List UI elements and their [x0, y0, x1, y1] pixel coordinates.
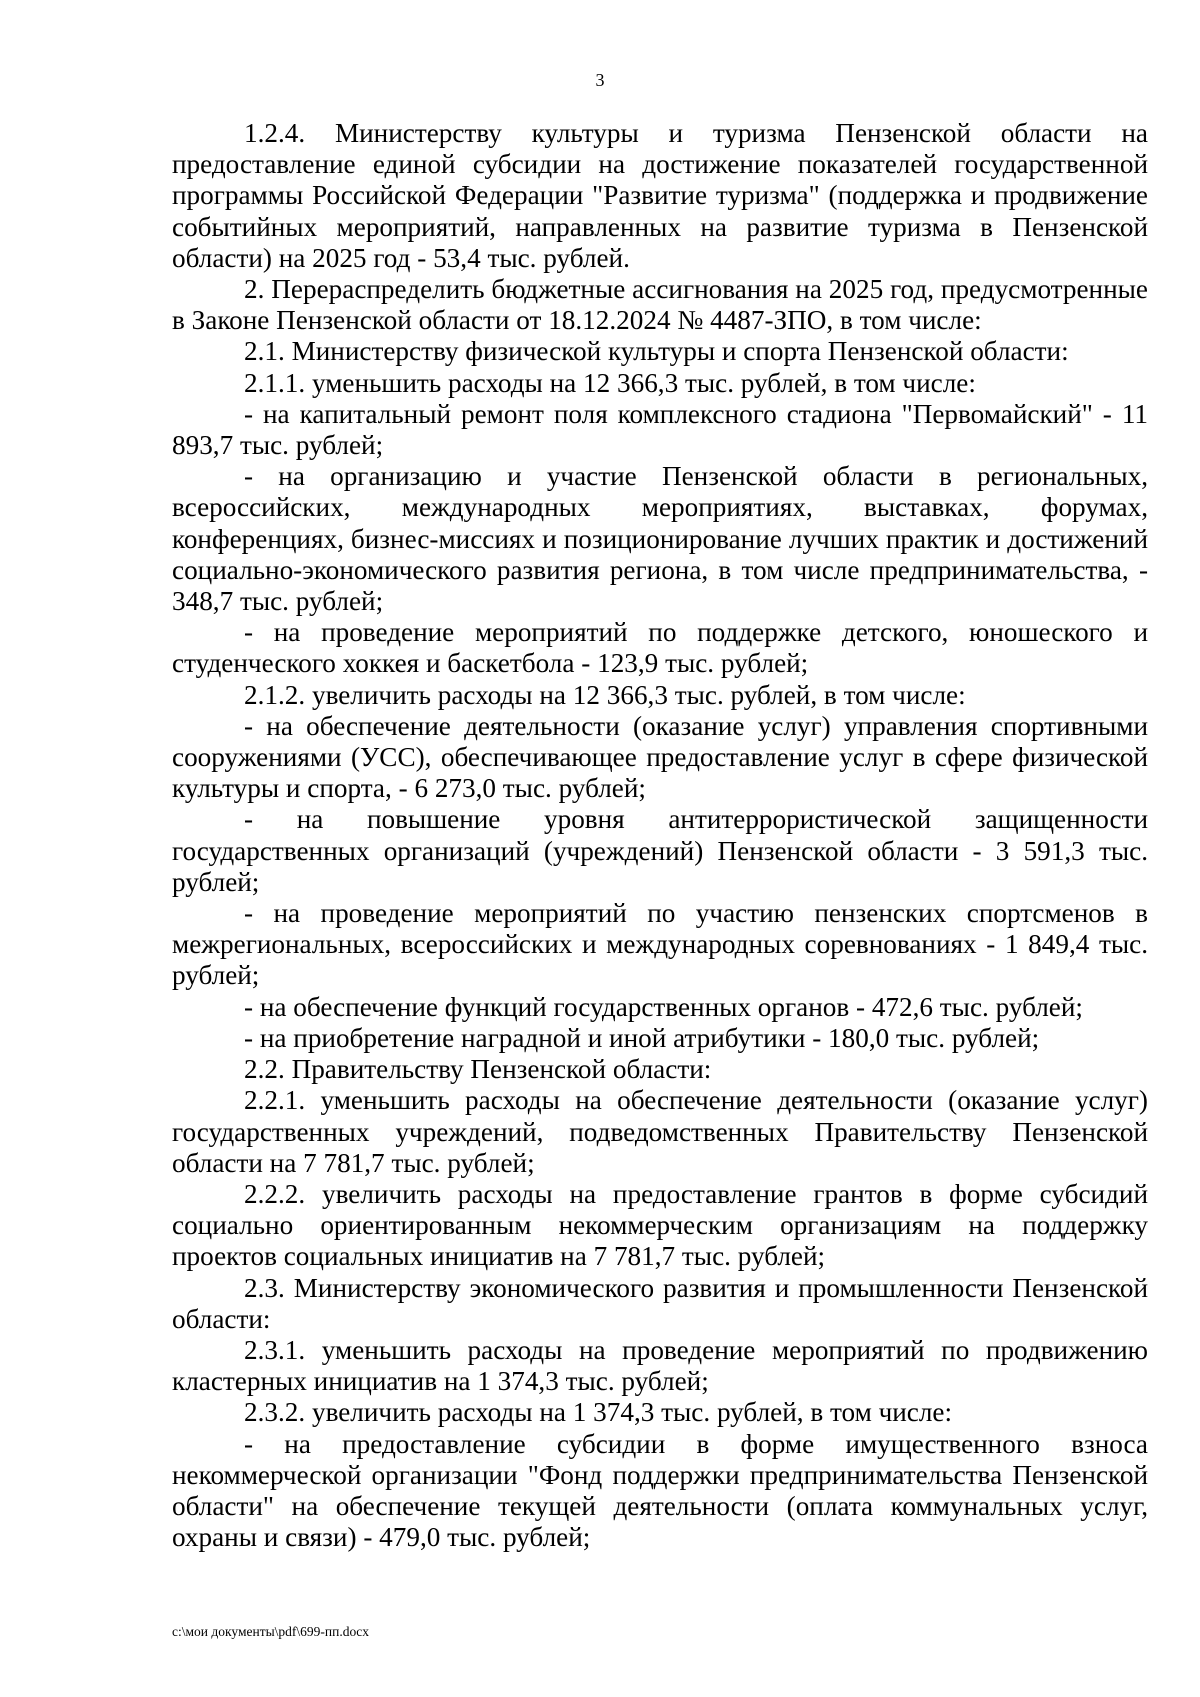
list-item: - на проведение мероприятий по участию пензенских спортсменов в межрегиональных, всероссийских и международных соревнованиях - 1 849,4 тыс. рублей; [172, 898, 1148, 991]
paragraph-2-1-2: 2.1.2. увеличить расходы на 12 366,3 тыс. рублей, в том числе: [244, 679, 966, 710]
paragraph-1-2-4: 1.2.4. Министерству культуры и туризма Пензенской области на предоставление единой субсидии на достижение показателей государственной программы Российской Федерации "Развитие туризма" (поддержка и продвижение событийных мероприятий, направленных на развитие туризма в Пензенской области) на 2025 год - 53,4 тыс. рублей. [172, 118, 1148, 273]
document-body [172, 118, 1148, 1553]
page-number: 3 [595, 70, 605, 90]
footer-file-path: c:\мои документы\pdf\699-пп.docx [172, 1624, 369, 1639]
list-item: - на приобретение наградной и иной атрибутики - 180,0 тыс. рублей; [244, 1022, 1040, 1053]
paragraph-2-3: 2.3. Министерству экономического развития и промышленности Пензенской области: [172, 1272, 1148, 1334]
paragraph-2-3-2: 2.3.2. увеличить расходы на 1 374,3 тыс. рублей, в том числе: [244, 1397, 953, 1428]
list-item: - на повышение уровня антитеррористической защищенности государственных организаций (учреждений) Пензенской области - 3 591,3 тыс. рублей; [172, 804, 1148, 897]
paragraph-2-1-1: 2.1.1. уменьшить расходы на 12 366,3 тыс. рублей, в том числе: [244, 367, 976, 398]
list-item: - на капитальный ремонт поля комплексного стадиона "Первомайский" - 11 893,7 тыс. рублей; [172, 398, 1148, 461]
paragraph-2-2-2: 2.2.2. увеличить расходы на предоставление грантов в форме субсидий социально ориентированным некоммерческим организациям на поддержку проектов социальных инициатив на 7 781,7 тыс. рублей; [172, 1178, 1148, 1272]
paragraph-2-1: 2.1. Министерству физической культуры и спорта Пензенской области: [244, 336, 1069, 367]
list-item: - на проведение мероприятий по поддержке детского, юношеского и студенческого хоккея и баскетбола - 123,9 тыс. рублей; [172, 617, 1148, 679]
paragraph-2-2-1: 2.2.1. уменьшить расходы на обеспечение деятельности (оказание услуг) государственных учреждений, подведомственных Правительству Пензенской области на 7 781,7 тыс. рублей; [172, 1085, 1148, 1178]
list-item: - на организацию и участие Пензенской области в региональных, всероссийских, международных мероприятиях, выставках, форумах, конференциях, бизнес-миссиях и позиционирование лучших практик и достижений социально-экономического развития региона, в том числе предпринимательства, - 348,7 тыс. рублей; [172, 461, 1148, 617]
paragraph-2: 2. Перераспределить бюджетные ассигнования на 2025 год, предусмотренные в Законе Пензенской области от 18.12.2024 № 4487-ЗПО, в том числе: [172, 274, 1148, 336]
list-item: - на предоставление субсидии в форме имущественного взноса некоммерческой организации "Фонд поддержки предпринимательства Пензенской области" на обеспечение текущей деятельности (оплата коммунальных услуг, охраны и связи) - 479,0 тыс. рублей; [172, 1428, 1148, 1553]
paragraph-2-2: 2.2. Правительству Пензенской области: [244, 1054, 712, 1085]
list-item: - на обеспечение деятельности (оказание услуг) управления спортивными сооружениями (УСС), обеспечивающее предоставление услуг в сфере физической культуры и спорта, - 6 273,0 тыс. рублей; [172, 710, 1148, 804]
list-item: - на обеспечение функций государственных органов - 472,6 тыс. рублей; [244, 991, 1083, 1022]
paragraph-2-3-1: 2.3.1. уменьшить расходы на проведение мероприятий по продвижению кластерных инициатив на 1 374,3 тыс. рублей; [172, 1334, 1148, 1397]
